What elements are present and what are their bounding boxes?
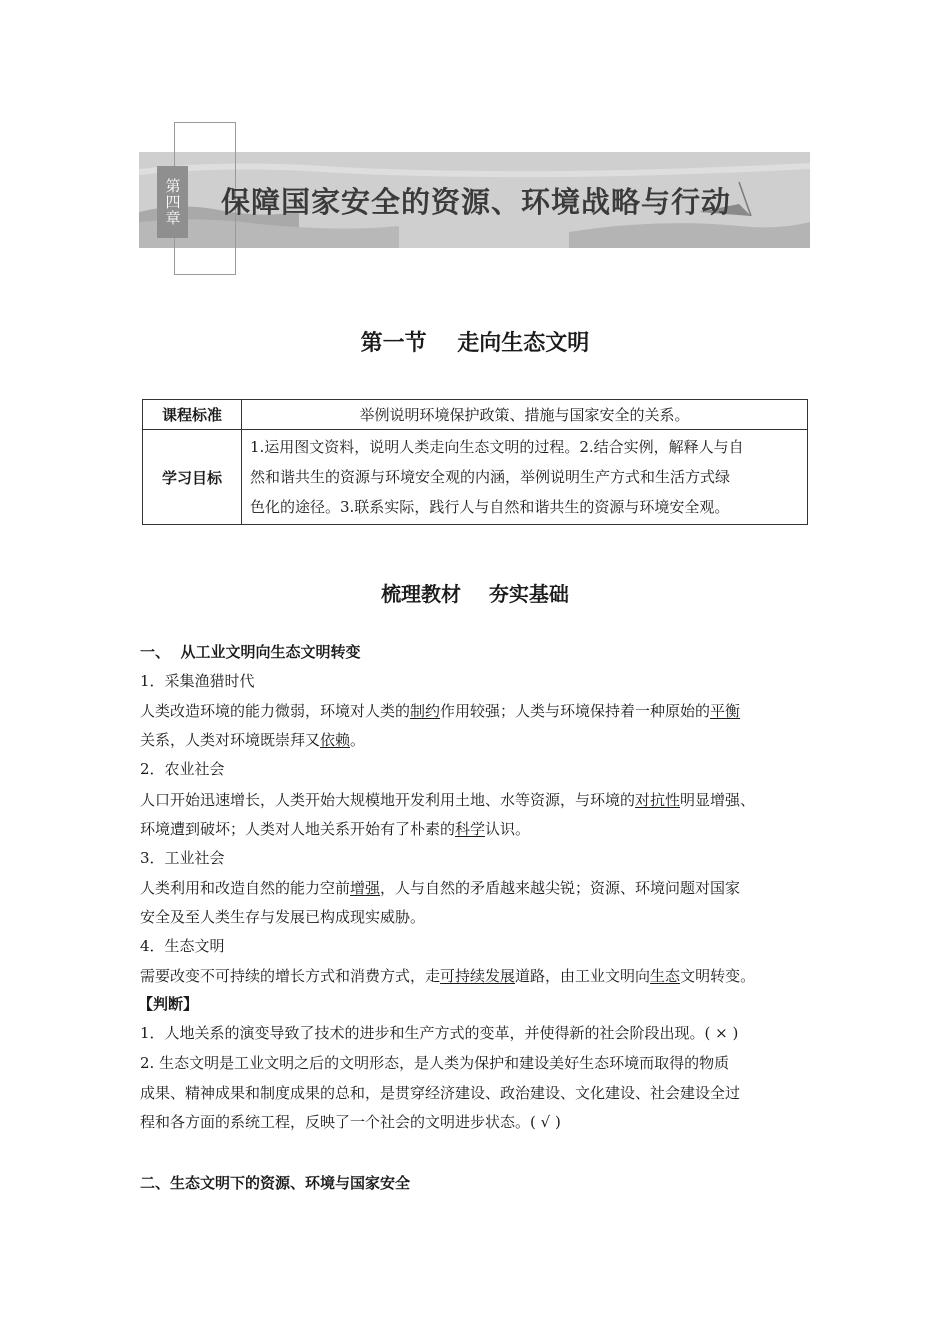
chapter-number-tag: 第四章	[157, 166, 188, 238]
part1-heading: 一、 从工业文明向生态文明转变	[140, 643, 361, 661]
text-span: 。	[350, 731, 366, 749]
judge-item: 程和各方面的系统工程，反映了一个社会的文明进步状态。( √ )	[140, 1113, 561, 1131]
fill-blank: 科学	[455, 820, 486, 838]
fill-blank: 平衡	[710, 702, 741, 720]
item2-line2	[140, 818, 530, 840]
main-heading: 梳理教材 夯实基础	[381, 582, 569, 606]
item1-title: 1．采集渔猎时代	[140, 672, 255, 690]
text-span: 环境遭到破坏；人类对人地关系开始有了朴素的	[140, 820, 456, 838]
standard-label: 课程标准	[143, 400, 242, 430]
table-row	[143, 400, 808, 430]
text-span: 文明转变。	[680, 967, 756, 985]
text-span: 明显增强、	[680, 791, 756, 809]
fill-blank: 增强	[350, 879, 381, 897]
text-span: ，人与自然的矛盾越来越尖锐；资源、环境问题对国家	[380, 879, 741, 897]
fill-blank: 制约	[410, 702, 441, 720]
item1-line1	[140, 700, 740, 722]
text-span: 关系，人类对环境既崇拜又	[140, 731, 321, 749]
judge-item: 2. 生态文明是工业文明之后的文明形态，是人类为保护和建设美好生态环境而取得的物质	[140, 1054, 730, 1072]
objectives-label: 学习目标	[143, 430, 242, 525]
item3-title: 3．工业社会	[140, 849, 225, 867]
judge-item: 成果、精神成果和制度成果的总和，是贯穿经济建设、政治建设、文化建设、社会建设全过	[140, 1084, 741, 1102]
chapter-banner	[139, 122, 810, 282]
fill-blank: 生态	[650, 967, 681, 985]
objectives-line: 1.运用图文资料，说明人类走向生态文明的过程。2.结合实例，解释人与自	[250, 438, 744, 456]
item2-title: 2．农业社会	[140, 760, 225, 778]
section-title: 第一节 走向生态文明	[360, 331, 590, 356]
objectives-line: 然和谐共生的资源与环境安全观的内涵，举例说明生产方式和生活方式绿	[250, 468, 731, 486]
item3-line2: 安全及至人类生存与发展已构成现实威胁。	[140, 908, 426, 926]
judge-item: 1．人地关系的演变导致了技术的进步和生产方式的变革，并使得新的社会阶段出现。( × )	[140, 1024, 739, 1042]
standard-content: 举例说明环境保护政策、措施与国家安全的关系。	[242, 400, 808, 430]
chapter-title: 保障国家安全的资源、环境战略与行动	[221, 185, 732, 219]
text-span: 人类改造环境的能力微弱，环境对人类的	[140, 702, 411, 720]
table-row	[143, 430, 808, 525]
fill-blank: 依赖	[320, 731, 351, 749]
text-span: 作用较强；人类与环境保持着一种原始的	[440, 702, 711, 720]
fill-blank: 对抗性	[635, 791, 681, 809]
curriculum-standards-table	[142, 399, 808, 525]
item4-title: 4．生态文明	[140, 937, 225, 955]
objectives-line: 色化的途径。3.联系实际，践行人与自然和谐共生的资源与环境安全观。	[250, 498, 730, 516]
objectives-content	[242, 430, 808, 525]
item1-line2	[140, 729, 365, 751]
part2-heading: 二、生态文明下的资源、环境与国家安全	[140, 1174, 411, 1192]
text-span: 需要改变不可持续的增长方式和消费方式，走	[140, 967, 441, 985]
text-span: 认识。	[485, 820, 531, 838]
item3-line1	[140, 877, 740, 899]
item2-line1	[140, 789, 755, 811]
text-span: 人类利用和改造自然的能力空前	[140, 879, 351, 897]
text-span: 道路，由工业文明向	[515, 967, 651, 985]
fill-blank: 可持续发展	[440, 967, 516, 985]
item4-line1	[140, 965, 755, 987]
judge-label: 【判断】	[138, 995, 199, 1013]
text-span: 人口开始迅速增长，人类开始大规模地开发利用土地、水等资源，与环境的	[140, 791, 636, 809]
